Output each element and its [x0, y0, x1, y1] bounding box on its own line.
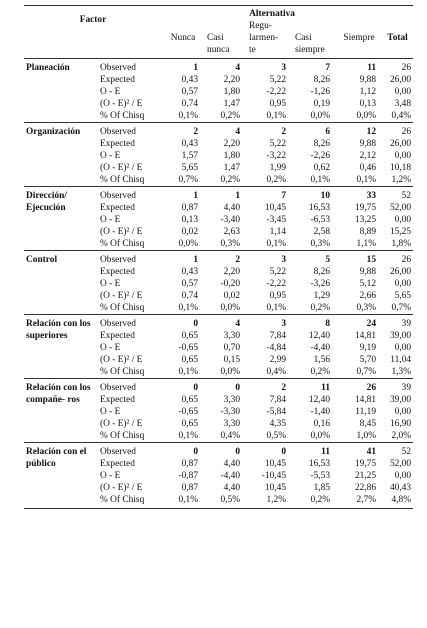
value-cell: 0,2% [310, 495, 331, 505]
factor-label: Organización [24, 123, 96, 187]
value-cell: 0,0% [310, 111, 331, 121]
stat-label: Observed [96, 315, 162, 331]
total-cell: 39,00 [389, 395, 412, 405]
column-header [204, 20, 246, 59]
value-cell: 0,19 [313, 99, 331, 109]
value-cell: 0 [246, 443, 292, 459]
stat-label: Expected [100, 75, 135, 85]
stat-label: (O - E)² / E [100, 99, 143, 109]
stat-label: O - E [100, 279, 121, 289]
value-cell: 0,43 [181, 139, 199, 149]
value-cell: 9,88 [359, 75, 377, 85]
value-cell: -6,53 [310, 215, 331, 225]
total-cell: 0,00 [394, 407, 412, 417]
value-cell: 0,5% [220, 495, 241, 505]
value-cell: -2,22 [266, 87, 287, 97]
value-cell: 10,45 [264, 203, 287, 213]
table-row [24, 123, 413, 139]
total-cell: 52,00 [389, 459, 412, 469]
value-cell: 8,26 [313, 75, 331, 85]
value-cell: 0 [162, 379, 204, 395]
value-cell: 15 [336, 251, 382, 267]
value-cell: 1,2% [266, 495, 287, 505]
total-cell: 5,65 [394, 291, 412, 301]
total-cell: 16,90 [389, 419, 412, 429]
value-cell: 0,1% [178, 431, 199, 441]
value-cell: -3,40 [220, 215, 241, 225]
value-cell: 7,84 [269, 395, 287, 405]
value-cell: 1,12 [359, 87, 377, 97]
total-cell: 39 [382, 315, 413, 331]
total-cell: 26 [401, 63, 412, 73]
value-cell: -3,30 [220, 407, 241, 417]
total-cell: 0,4% [391, 111, 412, 121]
value-cell: 7 [246, 187, 292, 203]
value-cell: 4 [235, 63, 241, 73]
value-cell: 3,30 [223, 419, 241, 429]
value-cell: 8,89 [359, 227, 377, 237]
value-cell: 0,3% [220, 239, 241, 249]
chi-square-table [24, 5, 413, 509]
value-cell: -0,65 [178, 407, 199, 417]
value-cell: 4,40 [223, 483, 241, 493]
value-cell: 0,65 [181, 331, 199, 341]
value-cell: -0,65 [178, 343, 199, 353]
value-cell: -3,45 [266, 215, 287, 225]
value-cell: 0 [204, 379, 246, 395]
value-cell: 0,3% [356, 303, 377, 313]
value-cell: 1,0% [356, 431, 377, 441]
factor-label: Dirección/ Ejecución [24, 187, 96, 251]
value-cell: 2,20 [223, 139, 241, 149]
total-cell: 40,43 [389, 483, 412, 493]
value-cell: 0,1% [178, 495, 199, 505]
value-cell: 0,5% [266, 431, 287, 441]
column-header-line: Regu- [249, 21, 272, 31]
value-cell: 12 [336, 123, 382, 139]
value-cell: 13,25 [354, 215, 377, 225]
value-cell: -3,26 [310, 279, 331, 289]
total-cell: 0,00 [394, 87, 412, 97]
value-cell: 0,1% [266, 111, 287, 121]
value-cell: -2,22 [266, 279, 287, 289]
value-cell: 0,2% [266, 175, 287, 185]
value-cell: 2,20 [223, 267, 241, 277]
total-cell: 52,00 [389, 203, 412, 213]
stat-label: (O - E)² / E [100, 291, 143, 301]
value-cell: 0,1% [178, 367, 199, 377]
value-cell: 41 [336, 443, 382, 459]
stat-label: Expected [100, 331, 135, 341]
total-cell: 0,00 [394, 215, 412, 225]
value-cell: 4 [204, 123, 246, 139]
total-cell: 52 [382, 187, 413, 203]
value-cell: 0,1% [178, 111, 199, 121]
value-cell: -10,45 [261, 471, 287, 481]
value-cell: 33 [336, 187, 382, 203]
value-cell: 1 [162, 251, 204, 267]
value-cell: 5,22 [269, 139, 287, 149]
value-cell: 0,70 [223, 343, 241, 353]
factor-header: Factor [24, 6, 162, 59]
value-cell: 1 [162, 187, 204, 203]
value-cell: 0 [162, 315, 204, 331]
value-cell: 0,02 [223, 291, 241, 301]
value-cell: 1,56 [313, 355, 331, 365]
value-cell: 16,53 [308, 203, 331, 213]
value-cell: 0,02 [181, 227, 199, 237]
value-cell: 3 [281, 63, 287, 73]
value-cell: 24 [336, 315, 382, 331]
column-header [246, 20, 292, 59]
factor-label: Control [24, 251, 96, 315]
stat-label: Expected [100, 139, 135, 149]
value-cell: 0,46 [359, 163, 377, 173]
column-header-line: Nunca [170, 33, 196, 43]
value-cell: 0,3% [310, 239, 331, 249]
value-cell: 0,74 [181, 291, 199, 301]
value-cell: 1,85 [313, 483, 331, 493]
value-cell: 2,58 [313, 227, 331, 237]
value-cell: 2,66 [359, 291, 377, 301]
value-cell: 3 [246, 251, 292, 267]
column-header-line: Casi [207, 33, 224, 43]
value-cell: 1,29 [313, 291, 331, 301]
stat-label: O - E [100, 471, 121, 481]
value-cell: 11,19 [355, 407, 377, 417]
value-cell: 2 [246, 123, 292, 139]
value-cell: 1,14 [269, 227, 287, 237]
value-cell: 1 [193, 63, 199, 73]
value-cell: 0,1% [266, 239, 287, 249]
value-cell: 8,26 [313, 139, 331, 149]
total-cell: 26,00 [389, 75, 412, 85]
stat-label: O - E [100, 151, 121, 161]
value-cell: 5,65 [181, 163, 199, 173]
value-cell: 22,86 [354, 483, 377, 493]
table-row [24, 315, 413, 331]
value-cell: 2,20 [223, 75, 241, 85]
value-cell: -1,40 [310, 407, 331, 417]
value-cell: 12,40 [308, 395, 331, 405]
value-cell: 5,12 [359, 279, 377, 289]
value-cell: 0,2% [220, 175, 241, 185]
value-cell: 8,45 [359, 419, 377, 429]
value-cell: 14,81 [354, 395, 377, 405]
value-cell: 5,22 [269, 75, 287, 85]
value-cell: 0,95 [269, 99, 287, 109]
stat-label: Observed [100, 63, 136, 73]
stat-label: Observed [96, 379, 162, 395]
value-cell: 0,16 [313, 419, 331, 429]
value-cell: 2,99 [269, 355, 287, 365]
table-body [24, 59, 413, 509]
value-cell: -4,40 [310, 343, 331, 353]
column-header-line: Casi [295, 33, 312, 43]
value-cell: 0,13 [181, 215, 199, 225]
column-header-line: larmen- [249, 33, 279, 43]
value-cell: 9,19 [359, 343, 377, 353]
total-cell: 0,7% [391, 303, 412, 313]
value-cell: 5,70 [359, 355, 377, 365]
total-cell: 26 [382, 251, 413, 267]
total-cell: 26 [382, 123, 413, 139]
column-header-line: te [249, 45, 256, 55]
value-cell: 0,0% [356, 111, 377, 121]
total-header: Total [382, 6, 413, 59]
value-cell: 1,47 [223, 99, 241, 109]
column-header-line: nunca [207, 45, 230, 55]
table-header [24, 6, 413, 59]
value-cell: 1,80 [223, 151, 241, 161]
value-cell: 0,7% [178, 175, 199, 185]
value-cell: -2,26 [310, 151, 331, 161]
value-cell: 1 [204, 187, 246, 203]
value-cell: 0,4% [266, 367, 287, 377]
factor-label: Relación con el público [24, 443, 96, 509]
alternativa-header: Alternativa [249, 9, 295, 19]
table-row [24, 59, 413, 75]
value-cell: 10,45 [264, 459, 287, 469]
stat-label: Expected [100, 459, 135, 469]
value-cell: 0,1% [266, 303, 287, 313]
factor-label: Planeación [26, 63, 70, 73]
value-cell: 19,75 [354, 203, 377, 213]
table-row [24, 443, 413, 459]
total-cell: 4,8% [391, 495, 412, 505]
value-cell: 0,62 [313, 163, 331, 173]
total-cell: 0,00 [394, 279, 412, 289]
total-cell: 1,8% [391, 239, 412, 249]
value-cell: 0,7% [356, 367, 377, 377]
total-cell: 2,0% [391, 431, 412, 441]
total-cell: 39,00 [389, 331, 412, 341]
total-cell: 39 [382, 379, 413, 395]
value-cell: 3,30 [223, 395, 241, 405]
value-cell: 0,87 [181, 459, 199, 469]
value-cell: 0,13 [359, 99, 377, 109]
value-cell: 11 [367, 63, 377, 73]
value-cell: -4,40 [220, 471, 241, 481]
value-cell: 1,57 [181, 151, 199, 161]
total-cell: 0,00 [394, 471, 412, 481]
value-cell: 0,0% [178, 239, 199, 249]
value-cell: 0,15 [223, 355, 241, 365]
value-cell: 10,45 [264, 483, 287, 493]
column-header [292, 20, 336, 59]
stat-label: % Of Chisq [100, 431, 145, 441]
column-header-line: siempre [295, 45, 325, 55]
stat-label: (O - E)² / E [100, 419, 143, 429]
value-cell: 2 [162, 123, 204, 139]
value-cell: 2,7% [356, 495, 377, 505]
stat-label: Expected [100, 395, 135, 405]
value-cell: 0,65 [181, 395, 199, 405]
stat-label: O - E [100, 407, 121, 417]
stat-label: Observed [96, 123, 162, 139]
value-cell: 0,1% [356, 175, 377, 185]
stat-label: % Of Chisq [100, 175, 145, 185]
value-cell: 0,2% [310, 367, 331, 377]
value-cell: 7,84 [269, 331, 287, 341]
value-cell: 0,0% [220, 303, 241, 313]
value-cell: 0,74 [181, 99, 199, 109]
value-cell: 0,95 [269, 291, 287, 301]
stat-label: Observed [96, 251, 162, 267]
value-cell: 21,25 [354, 471, 377, 481]
value-cell: 1,47 [223, 163, 241, 173]
total-cell: 15,25 [389, 227, 412, 237]
value-cell: 0,57 [181, 87, 199, 97]
stat-label: % Of Chisq [100, 303, 145, 313]
stat-label: O - E [100, 87, 121, 97]
value-cell: 0,57 [181, 279, 199, 289]
value-cell: 0,2% [310, 303, 331, 313]
value-cell: 0,0% [310, 431, 331, 441]
value-cell: 5,22 [269, 267, 287, 277]
value-cell: -4,84 [266, 343, 287, 353]
stat-label: Expected [100, 267, 135, 277]
value-cell: 19,75 [354, 459, 377, 469]
stat-label: Observed [96, 443, 162, 459]
stat-label: % Of Chisq [100, 367, 145, 377]
stat-label: (O - E)² / E [100, 227, 143, 237]
value-cell: 5 [292, 251, 336, 267]
value-cell: 0,1% [178, 303, 199, 313]
stat-label: % Of Chisq [100, 111, 145, 121]
value-cell: 2,63 [223, 227, 241, 237]
value-cell: -5,84 [266, 407, 287, 417]
value-cell: -0,20 [220, 279, 241, 289]
value-cell: 0,87 [181, 203, 199, 213]
value-cell: 4,40 [223, 203, 241, 213]
total-cell: 0,00 [394, 343, 412, 353]
total-cell: 26,00 [389, 139, 412, 149]
column-header [336, 20, 382, 59]
value-cell: 4 [204, 315, 246, 331]
value-cell: 11 [292, 379, 336, 395]
stat-label: % Of Chisq [100, 495, 145, 505]
table-row [24, 251, 413, 267]
value-cell: 0,1% [310, 175, 331, 185]
column-header-line: Siempre [343, 33, 375, 43]
total-cell: 3,48 [394, 99, 412, 109]
value-cell: 2,12 [359, 151, 377, 161]
value-cell: 0,87 [181, 483, 199, 493]
value-cell: -0,87 [178, 471, 199, 481]
value-cell: 2 [246, 379, 292, 395]
value-cell: 10 [292, 187, 336, 203]
value-cell: 9,88 [359, 139, 377, 149]
total-cell: 1,3% [391, 367, 412, 377]
value-cell: 8 [292, 315, 336, 331]
stat-label: (O - E)² / E [100, 163, 143, 173]
factor-label: Relación con los compañe- ros [24, 379, 96, 443]
value-cell: 26 [336, 379, 382, 395]
factor-label: Relación con los superiores [24, 315, 96, 379]
stat-label: Observed [96, 187, 162, 203]
total-cell: 1,2% [391, 175, 412, 185]
value-cell: 3,30 [223, 331, 241, 341]
value-cell: 3 [246, 315, 292, 331]
value-cell: 0,0% [220, 367, 241, 377]
value-cell: -5,53 [310, 471, 331, 481]
value-cell: 0,65 [181, 419, 199, 429]
value-cell: 0 [204, 443, 246, 459]
value-cell: -1,26 [310, 87, 331, 97]
stat-label: % Of Chisq [100, 239, 145, 249]
total-cell: 0,00 [394, 151, 412, 161]
value-cell: 1,80 [223, 87, 241, 97]
column-header [162, 20, 204, 59]
value-cell: 0 [162, 443, 204, 459]
total-cell: 52 [382, 443, 413, 459]
value-cell: 7 [325, 63, 331, 73]
value-cell: 9,88 [359, 267, 377, 277]
stat-label: (O - E)² / E [100, 483, 143, 493]
value-cell: -3,22 [266, 151, 287, 161]
value-cell: 11 [292, 443, 336, 459]
value-cell: 0,43 [181, 267, 199, 277]
value-cell: 1,99 [269, 163, 287, 173]
value-cell: 2 [204, 251, 246, 267]
table-row [24, 187, 413, 203]
value-cell: 1,1% [356, 239, 377, 249]
value-cell: 6 [292, 123, 336, 139]
stat-label: Expected [100, 203, 135, 213]
value-cell: 16,53 [308, 459, 331, 469]
value-cell: 14,81 [354, 331, 377, 341]
value-cell: 0,65 [181, 355, 199, 365]
total-cell: 11,04 [390, 355, 412, 365]
value-cell: 4,40 [223, 459, 241, 469]
value-cell: 12,40 [308, 331, 331, 341]
total-cell: 26,00 [389, 267, 412, 277]
value-cell: 0,2% [220, 111, 241, 121]
value-cell: 8,26 [313, 267, 331, 277]
value-cell: 0,4% [220, 431, 241, 441]
stat-label: O - E [100, 343, 121, 353]
stat-label: (O - E)² / E [100, 355, 143, 365]
total-cell: 10,18 [389, 163, 412, 173]
table-row [24, 379, 413, 395]
value-cell: 4,35 [269, 419, 287, 429]
stat-label: O - E [100, 215, 121, 225]
value-cell: 0,43 [181, 75, 199, 85]
